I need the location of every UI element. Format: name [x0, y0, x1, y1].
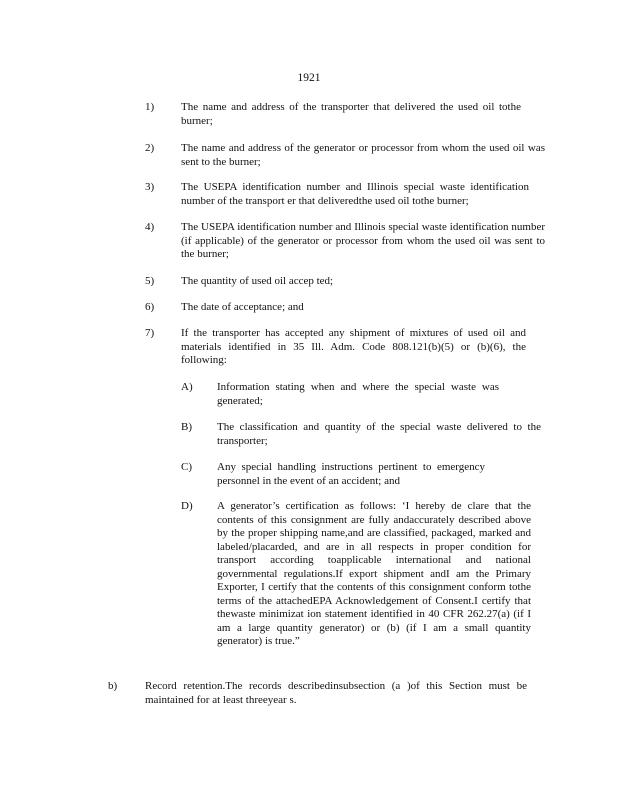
list-item-4 — [145, 221, 545, 263]
item-number: 4) — [145, 221, 155, 233]
sub-item-letter: A) — [181, 381, 193, 393]
sub-item-a — [181, 381, 545, 409]
sub-item-text: Information stating when and where the special waste was generated; — [217, 381, 499, 407]
section-text: Record retention.The records describedinsubsection (a )of this Section must be maintained for at least threeyear s. — [145, 680, 527, 706]
item-number: 6) — [145, 301, 155, 313]
sub-item-letter: B) — [181, 421, 192, 433]
item-number: 1) — [145, 101, 155, 113]
item-text: The name and address of the transporter that delivered the used oil tothe burner; — [181, 101, 521, 127]
list-item-2 — [145, 142, 545, 170]
sub-item-text: Any special handling instructions pertinent to emergency personnel in the event of an accident; and — [217, 461, 485, 487]
item-text: The USEPA identification number and Illinois special waste identification number of the transport er that deliveredthe used oil tothe burner; — [181, 181, 529, 207]
sub-item-letter: C) — [181, 461, 192, 473]
list-item-6 — [145, 301, 545, 315]
list-item-3 — [145, 181, 545, 209]
sub-item-text: The classification and quantity of the special waste delivered to the transporter; — [217, 421, 541, 447]
item-text: The quantity of used oil accep ted; — [181, 275, 334, 287]
item-number: 5) — [145, 275, 155, 287]
sub-item-b — [181, 421, 545, 449]
item-text: The date of acceptance; and — [181, 301, 304, 313]
item-text: If the transporter has accepted any shipment of mixtures of used oil and materials identified in 35 Ill. Adm. Code 808.121(b)(5) or (b)(6), the following: — [181, 327, 526, 366]
sub-item-c — [181, 461, 545, 489]
item-text: The USEPA identification number and Illinois special waste identification number (if applicable) of the generator or processor from whom the used oil was sent to the burner; — [181, 221, 545, 260]
item-number: 7) — [145, 327, 155, 339]
item-number: 3) — [145, 181, 155, 193]
list-item-1 — [145, 101, 545, 129]
sub-item-letter: D) — [181, 500, 193, 512]
list-item-7 — [145, 327, 545, 369]
section-b — [108, 680, 548, 708]
page-number: 1921 — [297, 72, 321, 84]
sub-item-d — [181, 500, 545, 666]
item-text: The name and address of the generator or processor from whom the used oil was sent to the burner; — [181, 142, 545, 168]
sub-item-text: A generator’s certification as follows: ‘I hereby de clare that the contents of this consignment are fully andaccurately described above by the proper shipping name,and are classified, packaged, marked and labeled/placarded, and are in all respects in proper condition for transport according toapplicable international and national governmental regulations.If export shipment andI am the Primary Exporter, I certify that the contents of this consignment conform tothe terms of the attachedEPA Acknowledgement of Consent.I certify that thewaste minimizat ion statement identified in 40 CFR 262.27(a) (if I am a large quantity generator) or (b) (if I am a small quantity generator) is true.” — [217, 500, 531, 647]
item-number: 2) — [145, 142, 155, 154]
section-letter: b) — [108, 680, 118, 692]
list-item-5 — [145, 275, 545, 289]
